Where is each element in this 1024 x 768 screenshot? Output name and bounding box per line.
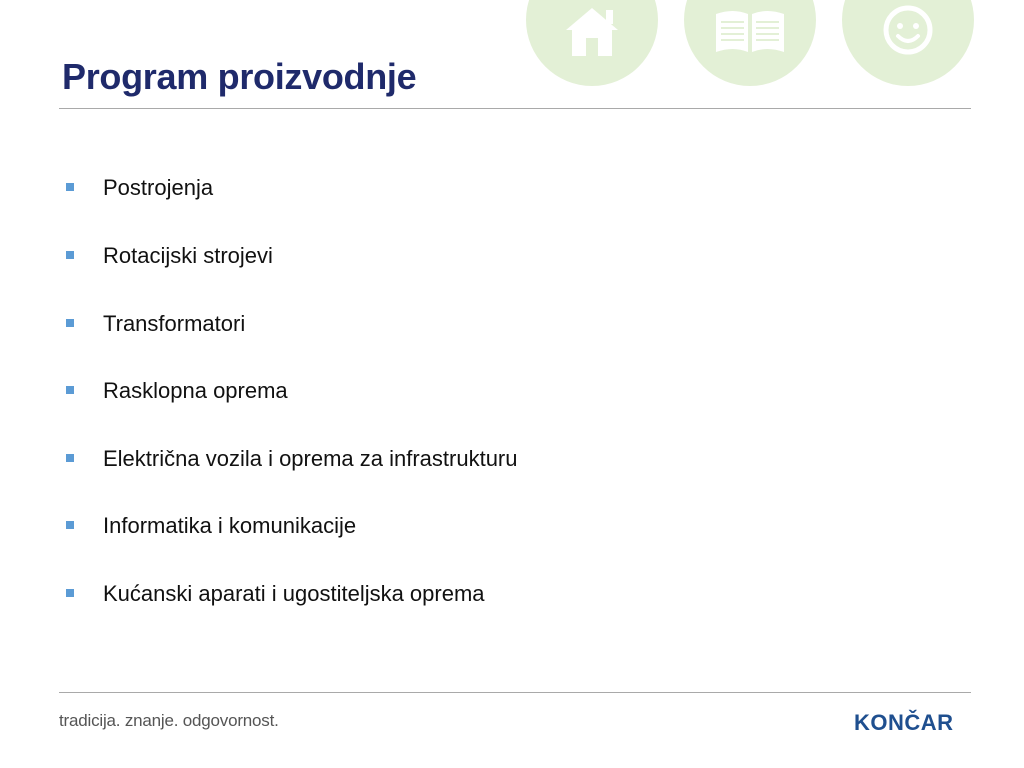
bullet-text: Rotacijski strojevi (103, 243, 273, 268)
bullet-item (66, 241, 766, 269)
smiley-icon (842, 0, 974, 86)
bullet-item (66, 511, 766, 539)
bullet-text: Informatika i komunikacije (103, 513, 357, 538)
bullet-text: Postrojenja (103, 175, 214, 200)
title-divider (59, 108, 971, 109)
bullet-item (66, 309, 766, 337)
footer-tagline: tradicija. znanje. odgovornost. (59, 711, 279, 730)
slide-title: Program proizvodnje (62, 56, 417, 97)
bullet-marker-icon (66, 454, 74, 462)
bullet-marker-icon (66, 589, 74, 597)
bullet-item (66, 444, 766, 472)
house-icon (526, 0, 658, 86)
book-icon (684, 0, 816, 86)
bullet-item (66, 173, 766, 201)
bullet-marker-icon (66, 386, 74, 394)
bullet-text: Kućanski aparati i ugostiteljska oprema (103, 581, 485, 606)
bullet-text: Transformatori (103, 311, 246, 336)
bullet-text: Rasklopna oprema (103, 378, 288, 403)
footer-divider (59, 692, 971, 693)
bullet-marker-icon (66, 251, 74, 259)
koncar-logo: KONČAR (854, 710, 954, 735)
bullet-text: Električna vozila i oprema za infrastrukturu (103, 446, 518, 471)
bullet-marker-icon (66, 521, 74, 529)
bullet-marker-icon (66, 319, 74, 327)
bullet-marker-icon (66, 183, 74, 191)
bullet-item (66, 376, 766, 404)
bullet-item (66, 579, 766, 607)
